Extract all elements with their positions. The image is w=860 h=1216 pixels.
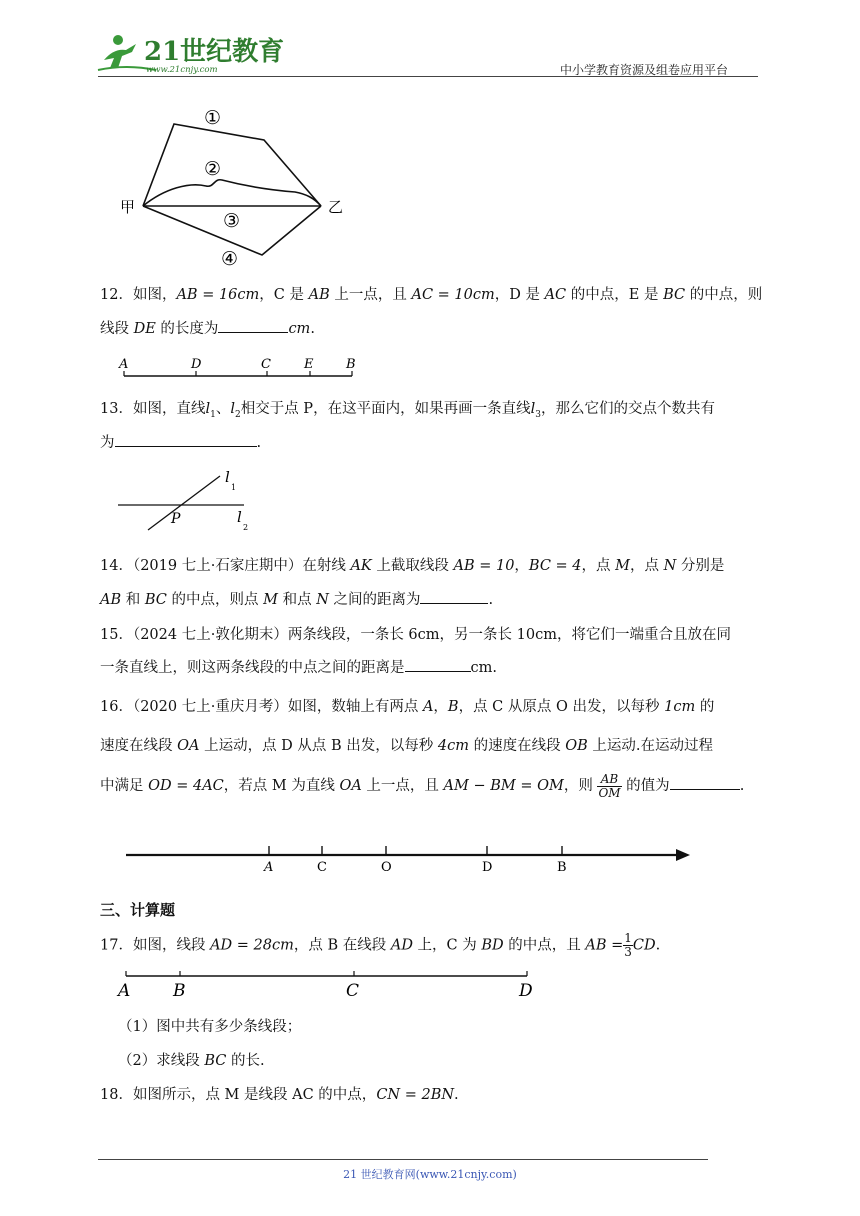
footer-divider xyxy=(98,1159,708,1160)
q13-l2-label: l xyxy=(237,508,242,526)
header-platform-text: 中小学教育资源及组卷应用平台 xyxy=(560,63,729,77)
question-17-sub-1: （1）图中共有多少条线段； xyxy=(118,1019,302,1035)
q17-fraction: $\frac{1}{3}$ xyxy=(624,931,632,959)
path-label-2: ② xyxy=(204,158,222,180)
answer-blank-15[interactable] xyxy=(405,657,471,672)
svg-text:1: 1 xyxy=(231,483,237,492)
question-15-line-1: 15．（2024 七上·敦化期末）两条线段，一条长 6cm，另一条长 10cm，将它们一端重合且放在同 xyxy=(100,627,731,643)
logo-runner-icon xyxy=(96,30,285,76)
q16-number-line xyxy=(120,840,700,876)
q17-point-b: B xyxy=(173,981,186,1001)
q17-point-a: A xyxy=(118,981,131,1001)
q17-point-d: D xyxy=(519,981,533,1001)
q17-point-c: C xyxy=(346,981,360,1001)
question-17-sub-2: （2）求线段 BC 的长. xyxy=(118,1053,265,1069)
point-jia-label: 甲 xyxy=(120,198,136,216)
q16-fraction: $\frac{AB}{OM}$ xyxy=(598,771,621,800)
question-13-line-2: 为 . xyxy=(100,432,261,454)
path-2-curve xyxy=(143,180,321,206)
logo-url-text: www.21cnjy.com xyxy=(146,65,218,75)
question-16-line-3: 中满足 OD = 4AC，若点 M 为直线 OA 上一点，且 AM − BM = OM，则 $\frac{AB}{OM}$ 的值为 . xyxy=(100,771,745,800)
q12-point-c: C xyxy=(261,357,271,372)
question-15-line-2: 一条直线上，则这两条线段的中点之间的距离是 cm. xyxy=(100,657,497,679)
question-17-line-1: 17．如图，线段 AD = 28cm，点 B 在线段 AD 上，C 为 BD 的中点，且 AB = $\frac{1}{3}$ CD. xyxy=(100,931,661,959)
answer-blank-13[interactable] xyxy=(115,432,257,447)
question-14-line-1: 14．（2019 七上·石家庄期中）在射线 AK 上截取线段 AB = 10，BC = 4，点 M，点 N 分别是 xyxy=(100,558,725,574)
question-12-line-2: 线段 DE 的长度为 cm. xyxy=(100,318,315,340)
question-16-line-2: 速度在线段 OA 上运动，点 D 从点 B 出发，以每秒 4cm 的速度在线段 OB 上运动.在运动过程 xyxy=(100,738,713,754)
answer-blank-12[interactable] xyxy=(218,318,288,333)
answer-blank-14[interactable] xyxy=(420,589,488,604)
site-logo xyxy=(96,30,285,80)
answer-blank-16[interactable] xyxy=(670,775,740,790)
q16-point-d: D xyxy=(482,860,493,875)
question-16-line-1: 16．（2020 七上·重庆月考）如图，数轴上有两点 A，B，点 C 从原点 O 出发，以每秒 1cm 的 xyxy=(100,699,715,715)
path-1-line xyxy=(143,124,321,206)
q17-segment-figure xyxy=(112,966,542,1002)
path-label-4: ④ xyxy=(221,248,239,270)
q16-point-a: A xyxy=(264,860,274,875)
q12-point-d: D xyxy=(191,357,202,372)
q12-point-a: A xyxy=(119,357,129,372)
path-label-1: ① xyxy=(204,107,222,129)
paths-figure xyxy=(110,100,360,272)
footer-site-text: 21 世纪教育网(www.21cnjy.com) xyxy=(343,1168,517,1181)
q13-point-p: P xyxy=(171,511,181,527)
question-14-line-2: AB 和 BC 的中点，则点 M 和点 N 之间的距离为 . xyxy=(100,589,493,611)
q12-segment-figure xyxy=(112,352,362,382)
q13-l1-label: l xyxy=(225,468,230,486)
q16-point-b: B xyxy=(557,860,567,875)
q12-point-b: B xyxy=(346,357,356,372)
q13-lines-figure xyxy=(112,464,262,534)
q16-point-o: O xyxy=(381,860,392,875)
q16-point-c: C xyxy=(317,860,327,875)
question-12-line-1: 12．如图，AB = 16cm，C 是 AB 上一点，且 AC = 10cm，D 是 AC 的中点，E 是 BC 的中点，则 xyxy=(100,287,763,303)
section-3-title: 三、计算题 xyxy=(100,901,176,919)
point-yi-label: 乙 xyxy=(328,198,344,216)
number-line-arrow-icon xyxy=(676,849,690,861)
q12-point-e: E xyxy=(304,357,314,372)
svg-text:2: 2 xyxy=(243,523,249,532)
question-18-line-1: 18．如图所示，点 M 是线段 AC 的中点，CN = 2BN. xyxy=(100,1087,459,1103)
header-divider xyxy=(98,76,758,77)
question-13-line-1: 13．如图，直线$l_1$、$l_2$相交于点 P，在这平面内，如果再画一条直线$l_3$，那么它们的交点个数共有 xyxy=(100,401,715,420)
path-label-3: ③ xyxy=(223,210,241,232)
logo-main-text: 21世纪教育 xyxy=(144,37,285,67)
